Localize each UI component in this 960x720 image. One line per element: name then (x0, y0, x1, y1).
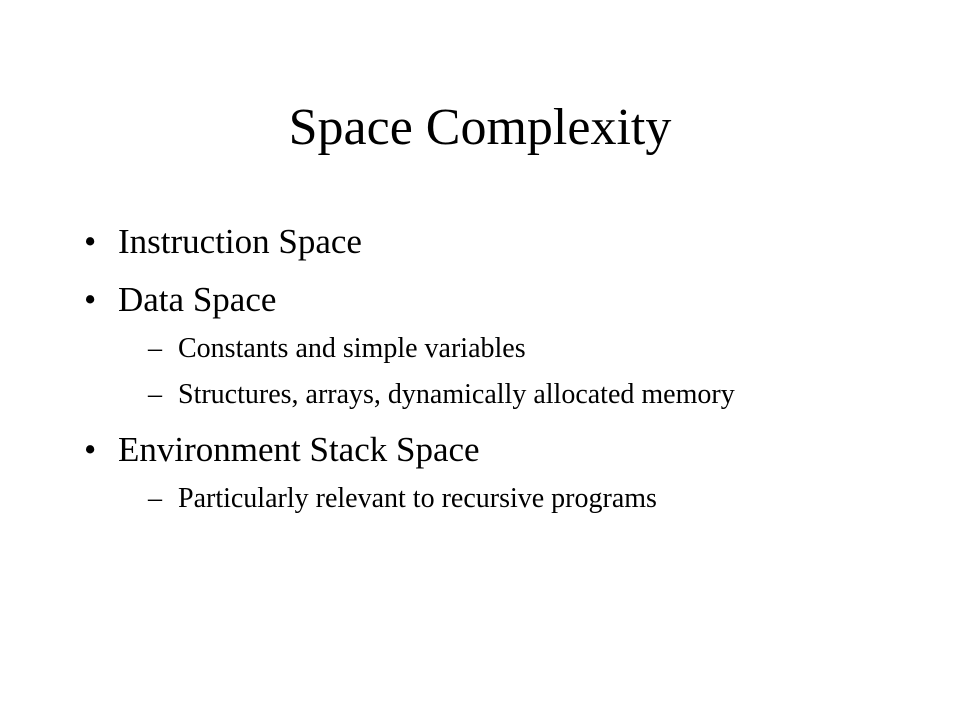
sub-bullet-text: Particularly relevant to recursive programs (178, 483, 657, 514)
bullet-text: Environment Stack Space (118, 430, 480, 469)
sub-bullet-constants (80, 332, 798, 366)
sub-bullet-marker: – (148, 379, 162, 410)
slide-title: Space Complexity (288, 99, 672, 156)
bullet-instruction-space (80, 220, 880, 264)
sub-bullet-marker: – (148, 333, 162, 364)
bullet-marker: • (84, 222, 97, 261)
bullet-data-space (80, 278, 880, 322)
sub-bullet-marker: – (148, 483, 162, 514)
slide-body (80, 220, 880, 532)
bullet-environment-stack-space (80, 428, 880, 472)
bullet-marker: • (84, 280, 97, 319)
bullet-text: Instruction Space (118, 222, 362, 261)
bullet-text: Data Space (118, 280, 277, 319)
environment-stack-subitems (80, 482, 880, 516)
sub-bullet-recursive (80, 482, 798, 516)
sub-bullet-structures (80, 378, 798, 412)
bullet-marker: • (84, 430, 97, 469)
sub-bullet-text: Constants and simple variables (178, 333, 526, 364)
sub-bullet-text: Structures, arrays, dynamically allocated memory (178, 379, 735, 410)
data-space-subitems (80, 332, 880, 412)
